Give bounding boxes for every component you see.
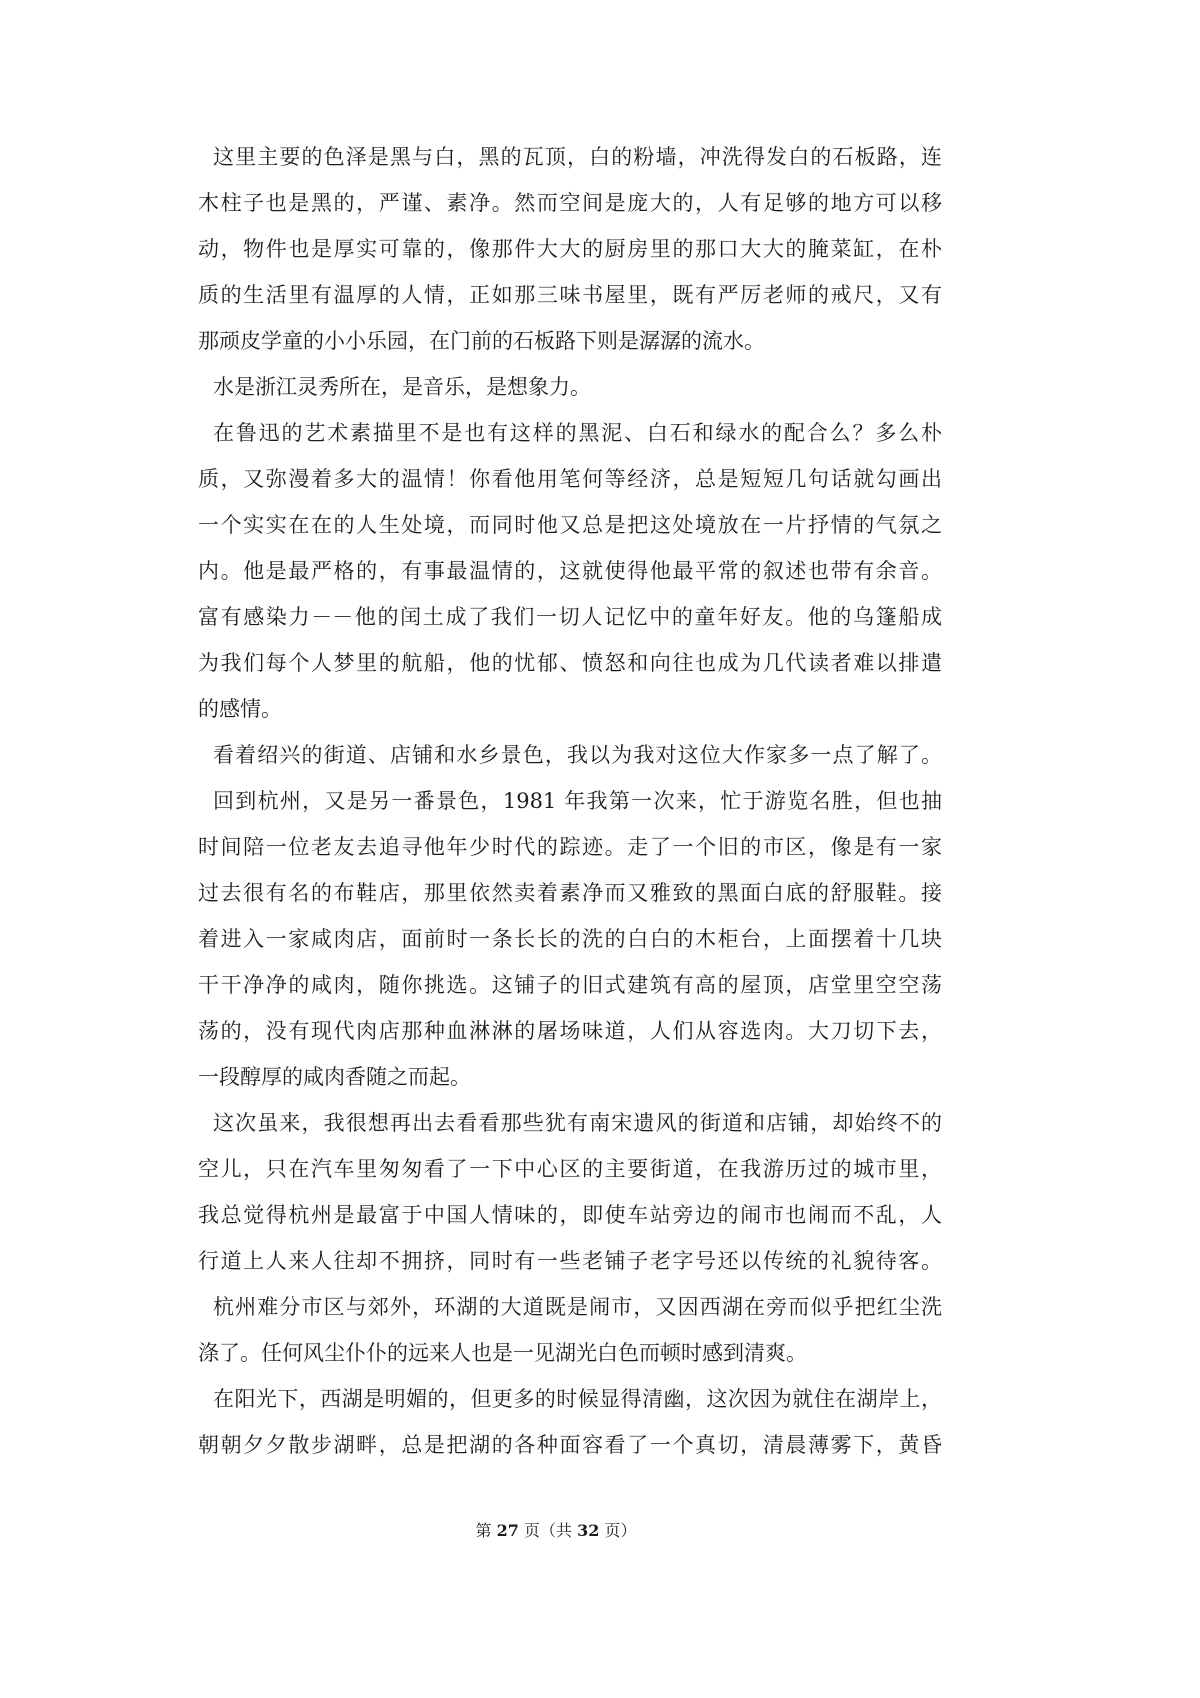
footer-prefix: 第 [475, 1521, 492, 1540]
text-line: 着进入一家咸肉店，面前时一条长长的洗的白白的木柜台，上面摆着十几块 [198, 927, 942, 951]
text-line: 荡的，没有现代肉店那种血淋淋的屠场味道，人们从容选肉。大刀切下去， [198, 1019, 942, 1043]
text-line: 水是浙江灵秀所在，是音乐，是想象力。 [213, 375, 591, 399]
paragraph [198, 364, 942, 410]
text-line: 那顽皮学童的小小乐园，在门前的石板路下则是潺潺的流水。 [198, 329, 765, 353]
text-line: 我总觉得杭州是最富于中国人情味的，即使车站旁边的闹市也闹而不乱，人 [198, 1203, 942, 1227]
text-line: 富有感染力－－他的闰土成了我们一切人记忆中的童年好友。他的乌篷船成 [198, 605, 942, 629]
text-line: 涤了。任何风尘仆仆的远来人也是一见湖光白色而顿时感到清爽。 [198, 1341, 807, 1365]
text-line: 回到杭州，又是另一番景色，1981 年我第一次来，忙于游览名胜，但也抽 [213, 789, 942, 813]
paragraph [198, 1100, 942, 1284]
paragraph [198, 410, 942, 732]
text-line: 质的生活里有温厚的人情，正如那三味书屋里，既有严厉老师的戒尺，又有 [198, 283, 942, 307]
footer-middle: 页（共 [523, 1521, 572, 1540]
text-line: 的感情。 [198, 697, 282, 721]
text-line: 干干净净的咸肉，随你挑选。这铺子的旧式建筑有高的屋顶，店堂里空空荡 [198, 973, 942, 997]
text-line: 在阳光下，西湖是明媚的，但更多的时候显得清幽，这次因为就住在湖岸上， [213, 1387, 942, 1411]
paragraph [198, 134, 942, 364]
text-line: 这次虽来，我很想再出去看看那些犹有南宋遗风的街道和店铺，却始终不的 [213, 1111, 942, 1135]
text-line: 内。他是最严格的，有事最温情的，这就使得他最平常的叙述也带有余音。 [198, 559, 942, 583]
footer-total-pages: 32 [577, 1521, 600, 1540]
body-text [198, 134, 942, 1468]
paragraph [198, 1376, 942, 1468]
text-line: 时间陪一位老友去追寻他年少时代的踪迹。走了一个旧的市区，像是有一家 [198, 835, 942, 859]
text-line: 质，又弥漫着多大的温情！你看他用笔何等经济，总是短短几句话就勾画出 [198, 467, 942, 491]
page-footer [0, 1518, 1112, 1544]
text-line: 朝朝夕夕散步湖畔，总是把湖的各种面容看了一个真切，清晨薄雾下，黄昏 [198, 1433, 942, 1457]
text-line: 看着绍兴的街道、店铺和水乡景色，我以为我对这位大作家多一点了解了。 [213, 743, 942, 767]
text-line: 这里主要的色泽是黑与白，黑的瓦顶，白的粉墙，冲洗得发白的石板路，连 [213, 145, 942, 169]
footer-current-page: 27 [496, 1521, 519, 1540]
text-line: 木柱子也是黑的，严谨、素净。然而空间是庞大的，人有足够的地方可以移 [198, 191, 942, 215]
text-line: 杭州难分市区与郊外，环湖的大道既是闹市，又因西湖在旁而似乎把红尘洗 [213, 1295, 942, 1319]
text-line: 一个实实在在的人生处境，而同时他又总是把这处境放在一片抒情的气氛之 [198, 513, 942, 537]
paragraph [198, 778, 942, 1100]
text-line: 行道上人来人往却不拥挤，同时有一些老铺子老字号还以传统的礼貌待客。 [198, 1249, 942, 1273]
footer-suffix: 页） [604, 1521, 637, 1540]
text-line: 动，物件也是厚实可靠的，像那件大大的厨房里的那口大大的腌菜缸，在朴 [198, 237, 942, 261]
text-line: 过去很有名的布鞋店，那里依然卖着素净而又雅致的黑面白底的舒服鞋。接 [198, 881, 942, 905]
paragraph [198, 732, 942, 778]
text-line: 一段醇厚的咸肉香随之而起。 [198, 1065, 471, 1089]
text-line: 为我们每个人梦里的航船，他的忧郁、愤怒和向往也成为几代读者难以排遣 [198, 651, 942, 675]
text-line: 空儿，只在汽车里匆匆看了一下中心区的主要街道，在我游历过的城市里， [198, 1157, 942, 1181]
text-line: 在鲁迅的艺术素描里不是也有这样的黑泥、白石和绿水的配合么？多么朴 [213, 421, 942, 445]
paragraph [198, 1284, 942, 1376]
